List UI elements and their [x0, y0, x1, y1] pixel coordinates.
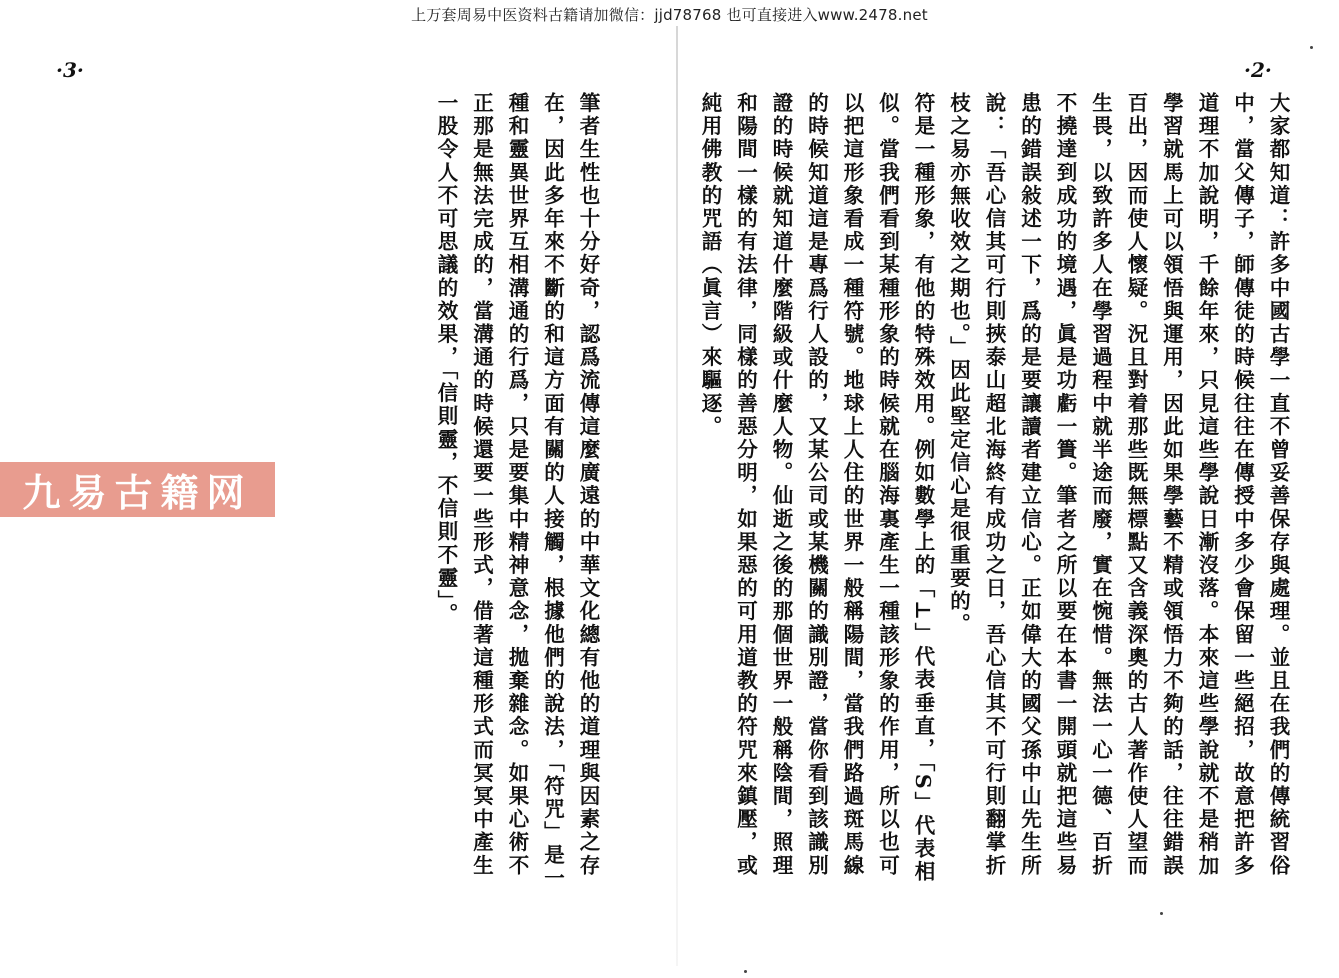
scan-speck — [1160, 912, 1163, 915]
paragraph: 大家都知道：許多中國古學一直不曾妥善保存與處理。並且在我們的傳統習俗中，當父傳子，師傳徒的時候往往在傳授中多少會保留一些絕招，故意把許多道理不加說明，千餘年來，只見這些學說日漸沒落。本來這些學說就不是稍加學習就馬上可以領悟與運用，因此如果學藝不精或領悟力不夠的話，往往錯誤百出，因而使人懷疑。況且對着那些既無標點又含義深奧的古人著作使人望而生畏，以致許多人在學習過程中就半途而廢，實在惋惜。無法一心一德、百折不撓達到成功的境遇，眞是功虧一簣。筆者之所以要在本書一開頭就把這些易患的錯誤敍述一下，爲的是要讓讀者建立信心。正如偉大的國父孫中山先生所說：「吾心信其可行則挾泰山超北海終有成功之日，吾心信其不可行則翻掌折枝之易亦無收效之期也。」因此堅定信心是很重要的。 — [946, 92, 1290, 878]
paragraph: 筆者生性也十分好奇，認爲流傳這麼廣遠的中華文化總有他的道理與因素之存在，因此多年來不斷的和這方面有關的人接觸，根據他們的說法，「符咒」是一種和靈異世界互相溝通的行爲，只是要集中精神意念，拋棄雜念。如果心術不正那是無法完成的，當溝通的時候還要一些形式，借著這種形式而冥冥中產生一股令人不可思議的效果，「信則靈，不信則不靈」。 — [434, 92, 600, 891]
paragraph: 符是一種形象，有他的特殊效用。例如數學上的「⊥」代表垂直，「S」代表相似。當我們看到某種形象的時候就在腦海裏產生一種該形象的作用，所以也可以把這形象看成一種符號。地球上人住的世界一般稱陽間，當我們路過斑馬線的時候知道這是專爲行人設的，又某公司或某機關的識別證，當你看到該識別證的時候就知道什麼階級或什麼人物。仙逝之後的那個世界一般稱陰間，照理和陽間一樣的有法律，同樣的善惡分明，如果惡的可用道教的符咒來鎮壓，或純用佛教的咒語（眞言）來驅逐。 — [698, 92, 935, 884]
header-banner: 上万套周易中医资料古籍请加微信：jjd78768 也可直接进入www.2478.net — [411, 6, 928, 24]
page-number-left: ·3· — [56, 58, 84, 82]
watermark-text: 九易古籍网 — [22, 470, 253, 515]
scan-speck — [1310, 46, 1313, 49]
page-number-right: ·2· — [1244, 58, 1272, 82]
scan-speck — [744, 970, 747, 973]
right-page-text — [698, 92, 1295, 892]
left-page-text — [405, 92, 605, 892]
page-gutter — [676, 26, 678, 966]
watermark-logo — [0, 462, 275, 517]
